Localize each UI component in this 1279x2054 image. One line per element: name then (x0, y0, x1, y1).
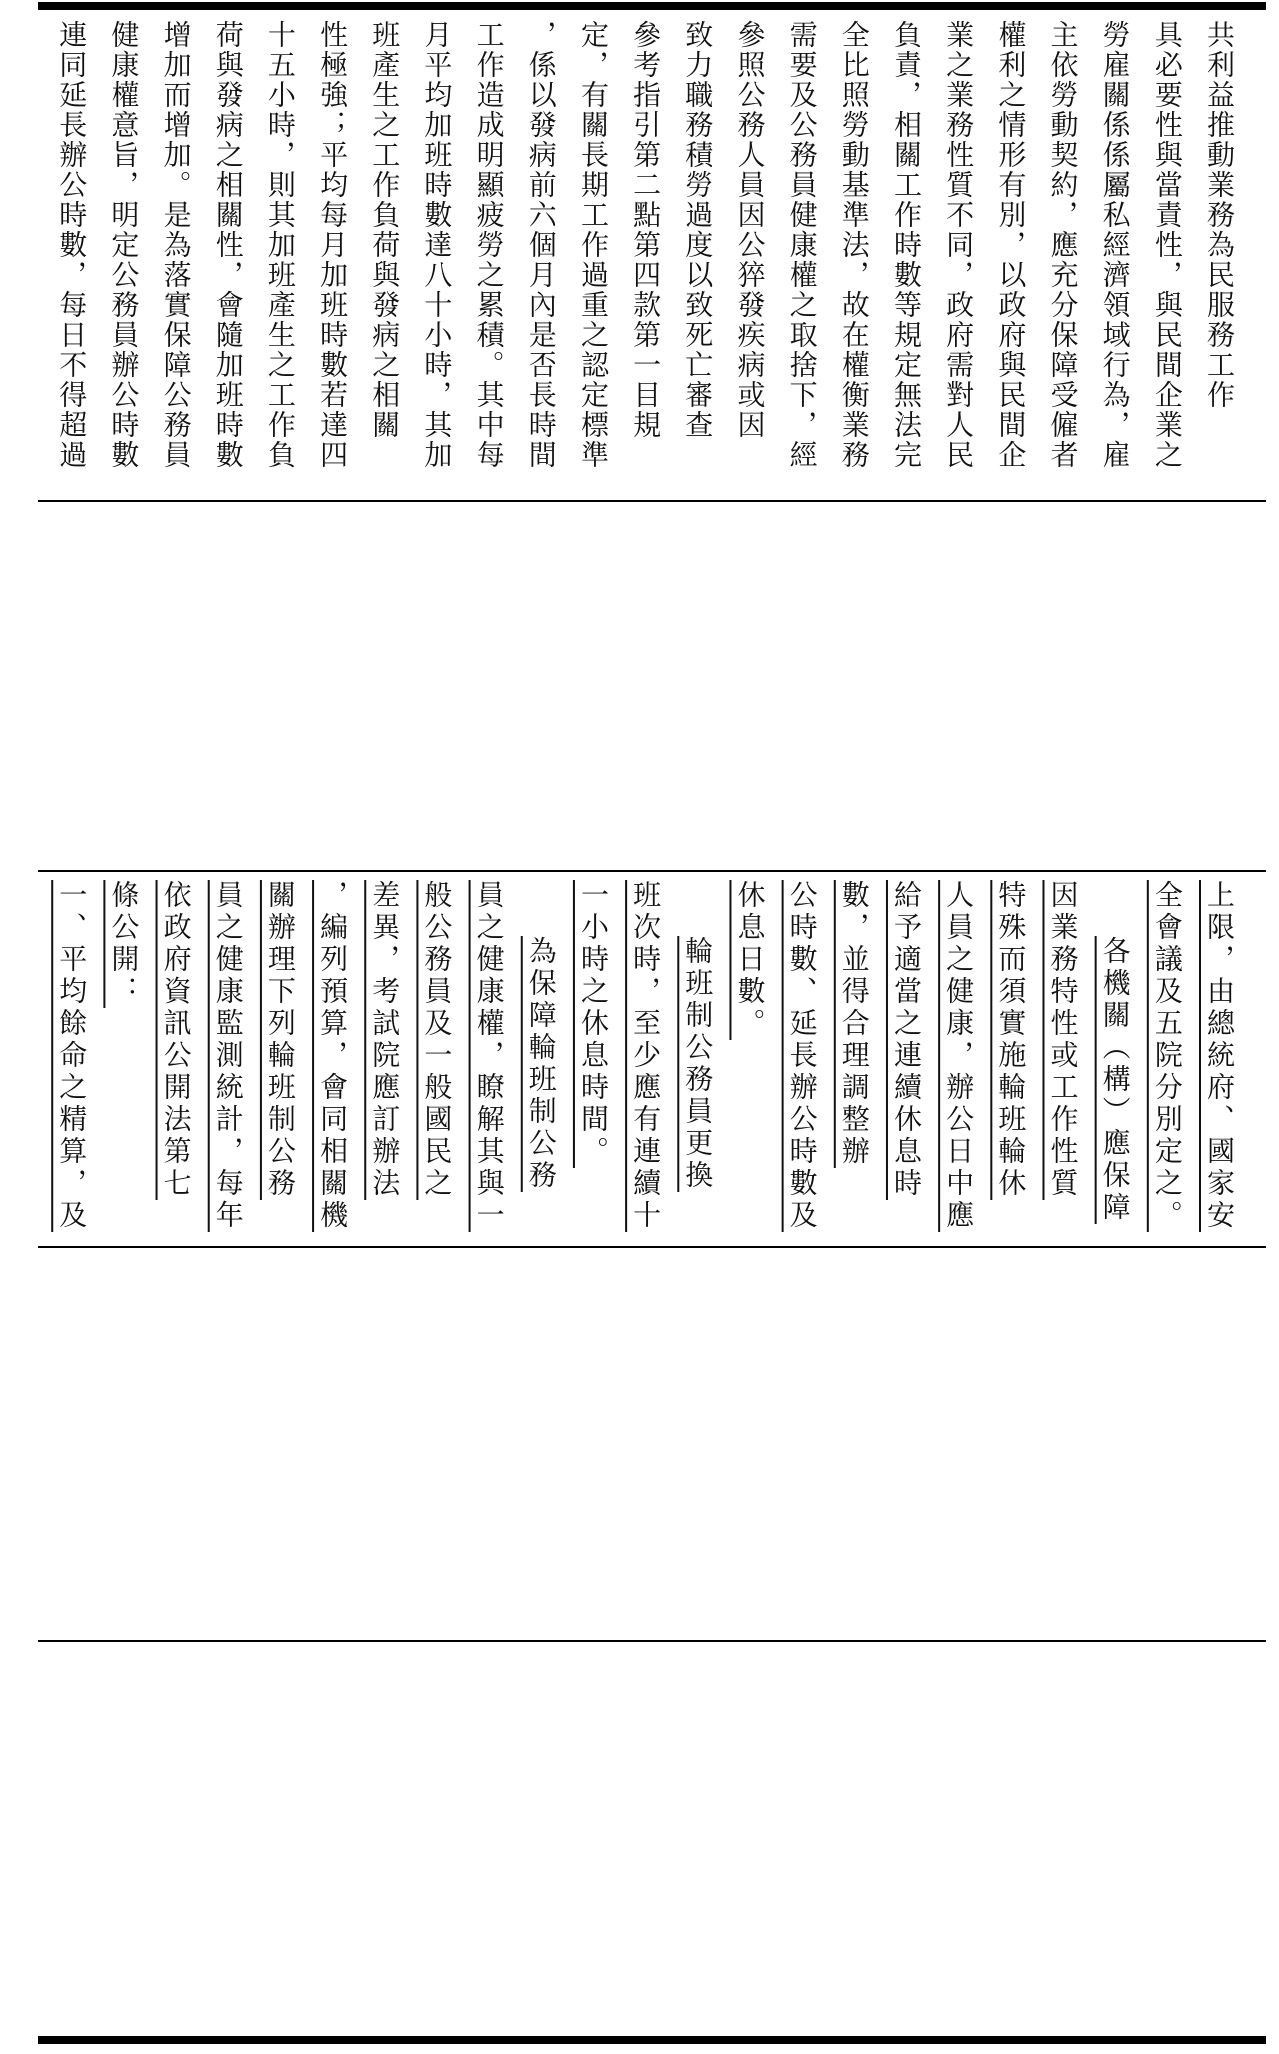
underlined-text: 特殊而須實施輪班輪休 (994, 880, 1028, 1200)
underlined-text: 一小時之休息時間。 (576, 880, 610, 1168)
text-column (359, 880, 411, 1200)
underlined-text: 一、平均餘命之精算，及 (55, 880, 89, 1232)
underlined-text: 休息日數。 (733, 880, 767, 1040)
text-column: 月平均加班時數達八十小時，其加 (420, 20, 454, 470)
text-column (881, 880, 933, 1200)
text-column: 權利之情形有別，以政府與民間企 (994, 20, 1028, 470)
text-column: 健康權意旨，明定公務員辦公時數 (107, 20, 141, 470)
underlined-text: 為保障輪班制公務 (524, 936, 558, 1192)
text-column: 需要及公務員健康權之取捨下，經 (785, 20, 819, 470)
text-column: ，係以發病前六個月內是否長時間 (524, 20, 558, 470)
underlined-text: 般公務員及一般國民之 (420, 880, 454, 1200)
text-column: 參照公務人員因公猝發疾病或因 (733, 20, 767, 440)
text-column: 荷與發病之相關性，會隨加班時數 (211, 20, 245, 470)
text-column (568, 880, 620, 1168)
text-column (150, 880, 202, 1200)
text-column (1194, 880, 1246, 1232)
text-column (933, 880, 985, 1232)
text-column (463, 880, 515, 1232)
underlined-text: 輪班制公務員更換 (681, 936, 715, 1192)
underlined-text: 公時數、延長辦公時數及 (785, 880, 819, 1232)
text-column (829, 880, 881, 1168)
text-column-block-top (46, 20, 1246, 470)
row-divider-2 (38, 870, 1266, 872)
text-column: 十五小時，則其加班產生之工作負 (263, 20, 297, 470)
text-column (411, 880, 463, 1200)
text-column-block-middle (46, 880, 1246, 1280)
text-column: 性極強；平均每月加班時數若達四 (316, 20, 350, 470)
text-column (255, 880, 307, 1200)
text-column: 負責，相關工作時數等規定無法完 (889, 20, 923, 470)
bottom-border (38, 2036, 1266, 2044)
text-column (776, 880, 828, 1232)
underlined-text: 員之健康權，瞭解其與一 (472, 880, 506, 1232)
text-column: 具必要性與當責性，與民間企業之 (1150, 20, 1184, 470)
text-column (203, 880, 255, 1232)
text-column: 業之業務性質不同，政府需對人民 (942, 20, 976, 470)
text-column: 全比照勞動基準法，故在權衡業務 (837, 20, 871, 470)
text-column (1142, 880, 1194, 1232)
underlined-text: ，編列預算，會同相關機 (316, 880, 350, 1232)
underlined-text: 班次時，至少應有連續十 (629, 880, 663, 1232)
text-column: 勞雇關係係屬私經濟領域行為，雇 (1098, 20, 1132, 470)
text-column: 工作造成明顯疲勞之累積。其中每 (472, 20, 506, 470)
underlined-text: 員之健康監測統計，每年 (211, 880, 245, 1232)
underlined-text: 條公開： (107, 880, 141, 1008)
underlined-text: 依政府資訊公開法第七 (159, 880, 193, 1200)
underlined-text: 上限，由總統府、國家安 (1203, 880, 1236, 1232)
underlined-text: 數，並得合理調整辦 (837, 880, 871, 1168)
underlined-text: 人員之健康，辦公日中應 (942, 880, 976, 1232)
text-column: 增加而增加。是為落實保障公務員 (159, 20, 193, 470)
text-column: 定，有關長期工作過重之認定標準 (576, 20, 610, 470)
text-column (46, 880, 98, 1232)
text-column (98, 880, 150, 1008)
text-column: 主依勞動契約，應充分保障受僱者 (1046, 20, 1080, 470)
underlined-text: 差異，考試院應訂辦法 (368, 880, 402, 1200)
text-column (516, 880, 568, 1192)
text-column (620, 880, 672, 1232)
text-column (1037, 880, 1089, 1200)
underlined-text: 全會議及五院分別定之。 (1150, 880, 1184, 1232)
text-column: 參考指引第二點第四款第一目規 (629, 20, 663, 440)
underlined-text: 關辦理下列輪班制公務 (263, 880, 297, 1200)
underlined-text: 因業務特性或工作性質 (1046, 880, 1080, 1200)
underlined-text: 給予適當之連續休息時 (889, 880, 923, 1200)
text-column: 班產生之工作負荷與發病之相關 (368, 20, 402, 440)
row-divider-3 (38, 1246, 1266, 1248)
row-divider-1 (38, 500, 1266, 502)
text-column: 致力職務積勞過度以致死亡審查 (681, 20, 715, 440)
underlined-text: 各機關（構）應保障 (1098, 936, 1132, 1224)
row-divider-4 (38, 1640, 1266, 1642)
top-border (38, 2, 1266, 10)
text-column (1089, 880, 1141, 1224)
text-column (724, 880, 776, 1040)
text-column (985, 880, 1037, 1200)
text-column: 連同延長辦公時數，每日不得超過 (55, 20, 89, 470)
text-column (672, 880, 724, 1192)
text-column: 共利益推動業務為民服務工作 (1203, 20, 1236, 410)
text-column (307, 880, 359, 1232)
